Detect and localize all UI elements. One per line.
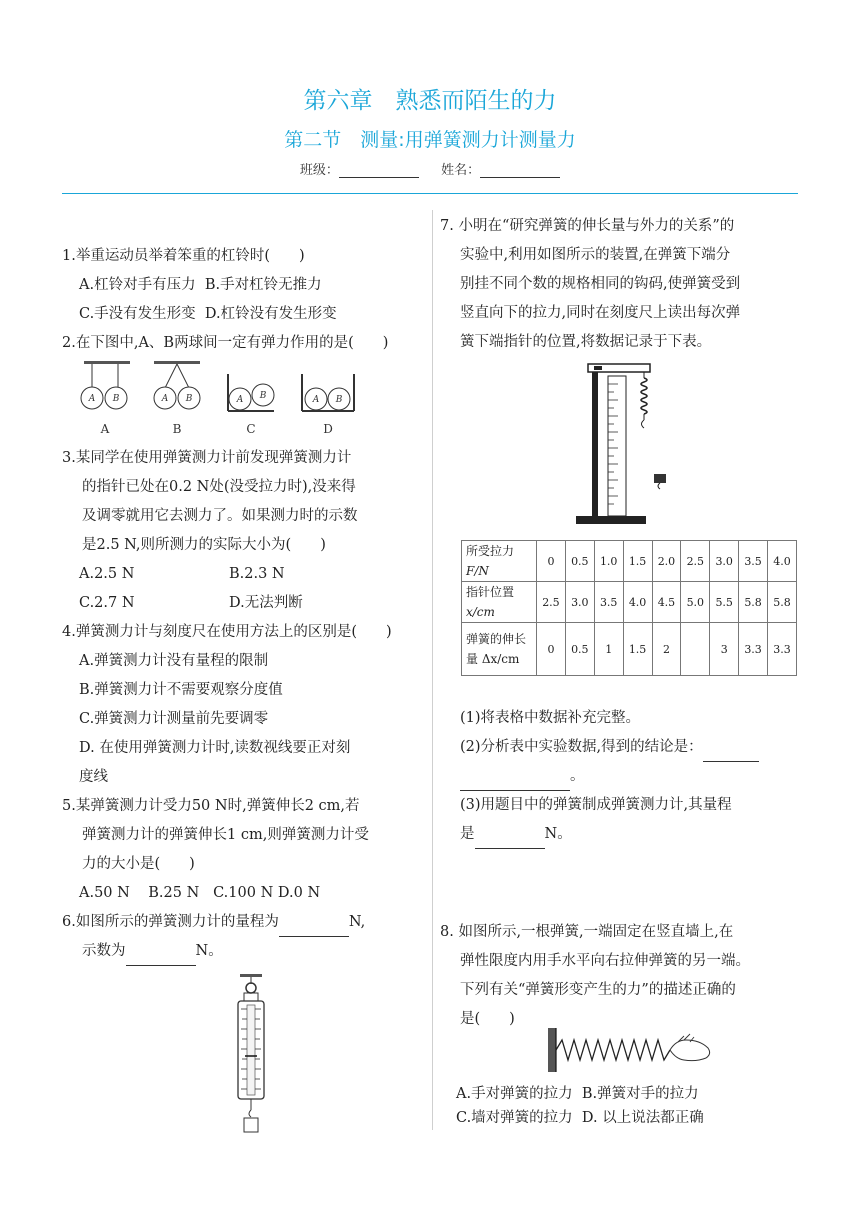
name-blank[interactable] <box>480 163 560 178</box>
table-cell: 3.0 <box>710 541 739 582</box>
table-cell: 3.5 <box>594 582 623 623</box>
questions-3-to-6 <box>62 444 427 966</box>
q2-label-a[interactable]: A <box>100 422 110 436</box>
q6-line-2 <box>62 937 427 966</box>
table-row <box>462 623 797 676</box>
q2-label-b[interactable]: B <box>172 422 182 436</box>
q6-unit-1: N, <box>348 914 366 930</box>
q6-reading-blank[interactable] <box>126 947 196 966</box>
q3-option-c[interactable]: C.2.7 N <box>79 595 135 611</box>
q8-line-1: 8. 如图所示,一根弹簧,一端固定在竖直墙上,在 <box>440 924 734 940</box>
table-cell: 2.5 <box>681 541 710 582</box>
table-cell: 3.5 <box>739 541 768 582</box>
section-title: 第二节 测量:用弹簧测力计测量力 <box>284 129 576 151</box>
table-cell: 2.5 <box>537 582 566 623</box>
table-cell: 1.5 <box>623 623 652 676</box>
q1-option-d[interactable]: D.杠铃没有发生形变 <box>204 306 337 322</box>
q8-spring-wall-figure <box>546 1026 716 1074</box>
table-cell: 5.0 <box>681 582 710 623</box>
q2-a-ball-a: A <box>88 394 96 404</box>
question-7 <box>440 212 810 357</box>
table-cell: 5.8 <box>739 582 768 623</box>
q6-range-blank[interactable] <box>279 918 349 937</box>
class-blank[interactable] <box>339 163 419 178</box>
q5-line-1: 5.某弹簧测力计受力50 N时,弹簧伸长2 cm,若 <box>62 798 360 814</box>
table-cell: 4.0 <box>623 582 652 623</box>
q6-text-2: 示数为 <box>82 943 126 959</box>
q3-line-1: 3.某同学在使用弹簧测力计前发现弹簧测力计 <box>62 450 352 466</box>
q5-line-3: 力的大小是( ) <box>82 856 195 872</box>
q7-data-table <box>461 540 797 676</box>
q7-sub-3-cont: 是 N。 <box>460 820 810 849</box>
q4-option-c[interactable]: C.弹簧测力计测量前先要调零 <box>79 711 269 727</box>
student-info <box>0 159 860 178</box>
q5-option-d[interactable]: D.0 N <box>277 885 321 901</box>
q3-line-2: 的指针已处在0.2 N处(没受拉力时),没来得 <box>82 479 356 495</box>
table-cell: 0.5 <box>565 541 594 582</box>
q1-option-c[interactable]: C.手没有发生形变 <box>79 306 196 322</box>
q6-line-1 <box>62 908 427 937</box>
question-8 <box>440 918 810 1034</box>
q2-label-d[interactable]: D <box>323 422 333 436</box>
q2-figure-c <box>228 374 274 411</box>
q2-b-ball-b: B <box>185 394 193 404</box>
q3-option-d[interactable]: D.无法判断 <box>229 595 303 611</box>
q2-c-ball-a: A <box>236 395 244 405</box>
q4-stem: 4.弹簧测力计与刻度尺在使用方法上的区别是( ) <box>62 624 392 640</box>
table-cell: 0 <box>537 541 566 582</box>
q7-range-blank[interactable] <box>475 830 545 849</box>
q7-conclusion-blank-2[interactable] <box>460 772 570 791</box>
table-cell: 0.5 <box>565 623 594 676</box>
name-label: 姓名： <box>441 163 481 178</box>
q8-line-3: 下列有关“弹簧形变产生的力”的描述正确的 <box>460 982 736 998</box>
table-cell: 4.0 <box>768 541 797 582</box>
q8-option-c[interactable]: C.墙对弹簧的拉力 <box>456 1110 573 1126</box>
table-cell: 3.3 <box>739 623 768 676</box>
q7-subquestions <box>460 704 810 849</box>
q8-options <box>456 1082 816 1130</box>
q7-apparatus-figure <box>574 362 684 528</box>
q5-option-a[interactable]: A.50 N <box>79 885 130 901</box>
table-cell: 2 <box>652 623 681 676</box>
q1-option-b[interactable]: B.手对杠铃无推力 <box>204 277 322 293</box>
q2-b-ball-a: A <box>161 394 169 404</box>
q2-d-ball-b: B <box>335 395 343 405</box>
q8-option-d[interactable]: D. 以上说法都正确 <box>581 1110 704 1126</box>
q7-line-2: 实验中,利用如图所示的装置,在弹簧下端分 <box>460 247 731 263</box>
q6-text-1: 6.如图所示的弹簧测力计的量程为 <box>62 914 279 930</box>
table-row <box>462 541 797 582</box>
q2-figure-b <box>154 361 200 409</box>
q3-options-row2 <box>62 589 427 618</box>
q4-option-b[interactable]: B.弹簧测力计不需要观察分度值 <box>79 682 283 698</box>
table-header-cell: 所受拉力 F/N <box>462 541 537 582</box>
header-divider <box>62 193 798 194</box>
table-cell: 5.5 <box>710 582 739 623</box>
q1-options-row2 <box>62 300 427 329</box>
table-cell: 1 <box>594 623 623 676</box>
table-cell-blank[interactable] <box>681 623 710 676</box>
q3-option-a[interactable]: A.2.5 N <box>79 566 135 582</box>
table-row <box>462 582 797 623</box>
q2-stem: 2.在下图中,A、B两球间一定有弹力作用的是( ) <box>62 335 389 351</box>
q8-options-row2 <box>456 1106 816 1130</box>
table-cell: 5.8 <box>768 582 797 623</box>
q8-option-a[interactable]: A.手对弹簧的拉力 <box>456 1086 573 1102</box>
table-cell: 4.5 <box>652 582 681 623</box>
q1-options-row1 <box>62 271 427 300</box>
question-1 <box>62 242 427 358</box>
q5-option-b[interactable]: B.25 N <box>148 885 200 901</box>
q2-figure-d <box>302 374 354 411</box>
q8-line-4: 是( ) <box>460 1011 515 1027</box>
q7-line-5: 簧下端指针的位置,将数据记录于下表。 <box>460 334 712 350</box>
q3-line-4: 是2.5 N,则所测力的实际大小为( ) <box>82 537 326 553</box>
table-cell: 2.0 <box>652 541 681 582</box>
table-header-cell: 指针位置 x/cm <box>462 582 537 623</box>
table-cell: 0 <box>537 623 566 676</box>
q7-sub-1: (1)将表格中数据补充完整。 <box>460 710 641 726</box>
class-label: 班级： <box>299 163 339 178</box>
q2-d-ball-a: A <box>312 395 320 405</box>
q5-line-2: 弹簧测力计的弹簧伸长1 cm,则弹簧测力计受 <box>82 827 369 843</box>
q1-stem: 1.举重运动员举着笨重的杠铃时( ) <box>62 248 305 264</box>
q2-figure <box>78 358 358 440</box>
table-header-cell: 弹簧的伸长 量 Δx/cm <box>462 623 537 676</box>
table-cell: 3 <box>710 623 739 676</box>
q3-options-row1 <box>62 560 427 589</box>
table-cell: 3.3 <box>768 623 797 676</box>
q1-option-a[interactable]: A.杠铃对手有压力 <box>79 277 196 293</box>
q6-spring-scale-figure <box>228 974 274 1136</box>
table-cell: 1.0 <box>594 541 623 582</box>
table-cell: 1.5 <box>623 541 652 582</box>
q5-option-c[interactable]: C.100 N <box>213 885 274 901</box>
q7-line-4: 竖直向下的拉力,同时在刻度尺上读出每次弹 <box>460 305 741 321</box>
q8-options-row1 <box>456 1082 816 1106</box>
q7-sub-2-cont: 。 <box>460 762 810 791</box>
q3-option-b[interactable]: B.2.3 N <box>229 566 285 582</box>
q5-options <box>62 879 427 908</box>
q6-unit-2: N。 <box>195 943 223 959</box>
q4-option-d[interactable]: D. 在使用弹簧测力计时,读数视线要正对刻 <box>79 740 351 756</box>
q8-option-b[interactable]: B.弹簧对手的拉力 <box>581 1086 699 1102</box>
q2-label-c[interactable]: C <box>246 422 256 436</box>
table-cell: 3.0 <box>565 582 594 623</box>
q7-line-3: 别挂不同个数的规格相同的钩码,使弹簧受到 <box>460 276 741 292</box>
q2-figure-a <box>81 361 130 409</box>
q3-line-3: 及调零就用它去测力了。如果测力时的示数 <box>82 508 358 524</box>
q8-line-2: 弹性限度内用手水平向右拉伸弹簧的另一端。 <box>460 953 750 969</box>
q4-option-d-cont: 度线 <box>79 769 108 785</box>
column-divider <box>432 210 433 1130</box>
q7-line-1: 7. 小明在“研究弹簧的伸长量与外力的关系”的 <box>440 218 735 234</box>
q4-option-a[interactable]: A.弹簧测力计没有量程的限制 <box>79 653 269 669</box>
q2-c-ball-b: B <box>259 391 267 401</box>
q7-sub-2: (2)分析表中实验数据,得到的结论是： <box>460 733 810 762</box>
chapter-title: 第六章 熟悉而陌生的力 <box>303 88 557 114</box>
q7-sub-3: (3)用题目中的弹簧制成弹簧测力计,其量程 <box>460 797 732 813</box>
q2-a-ball-b: B <box>112 394 120 404</box>
q7-conclusion-blank[interactable] <box>703 743 759 762</box>
